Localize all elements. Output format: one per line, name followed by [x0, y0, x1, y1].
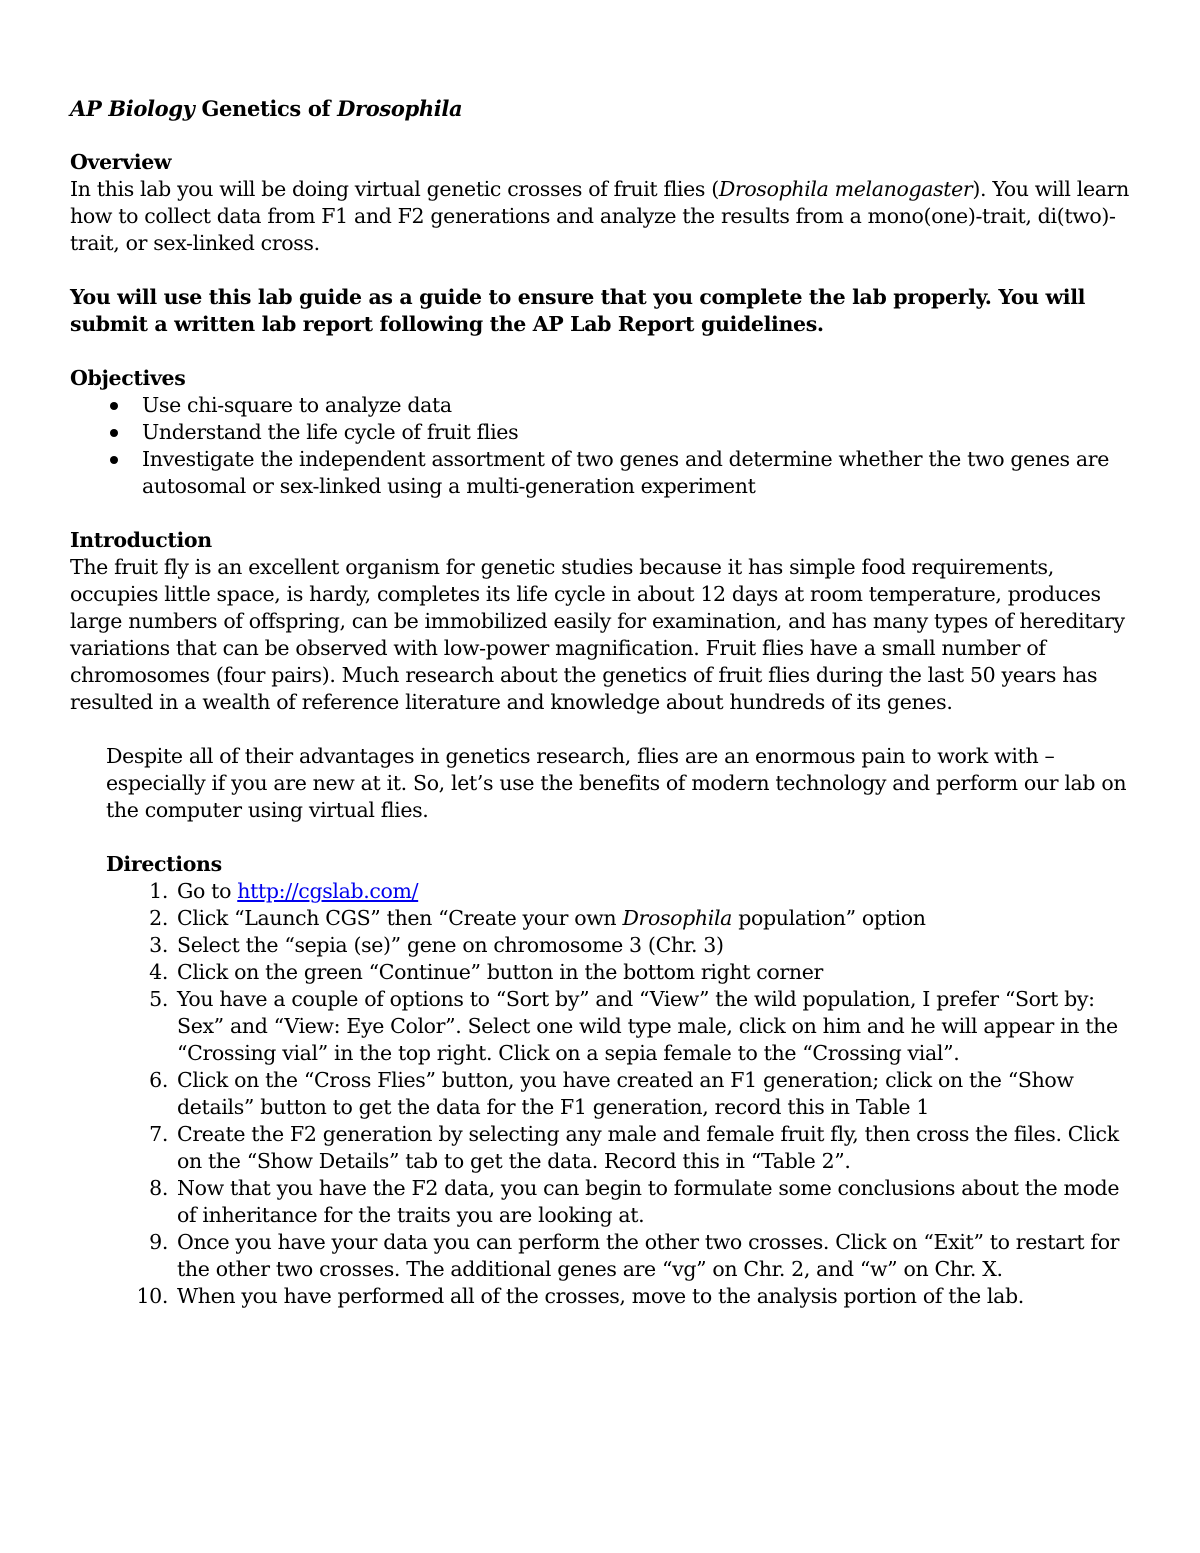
- overview-text: [70, 176, 1130, 257]
- step-genus: Drosophila: [622, 906, 733, 930]
- direction-step: [70, 932, 1130, 959]
- objective-text: Investigate the independent assortment of two genes and determine whether the two genes are autosomal or sex-linked using a multi-generation experiment: [142, 447, 1109, 498]
- step-number: 2.: [149, 906, 168, 930]
- step-text: Click “Launch CGS” then “Create your own: [177, 906, 623, 930]
- overview-text-2: ). You will learn how to collect data from F1 and F2 generations and analyze the results from a mono(one)-trait, di(two)-trait, or sex-linked cross.: [70, 177, 1129, 255]
- direction-step: [70, 1067, 1130, 1121]
- objective-item: [70, 446, 1130, 500]
- step-text: Click on the green “Continue” button in the bottom right corner: [177, 960, 823, 984]
- introduction-paragraph-1: The fruit fly is an excellent organism for genetic studies because it has simple food requirements, occupies little space, is hardy, completes its life cycle in about 12 days at room temperature, produces large numbers of offspring, can be immobilized easily for examination, and has many types of hereditary variations that can be observed with low-power magnification. Fruit flies have a small number of chromosomes (four pairs). Much research about the genetics of fruit flies during the last 50 years has resulted in a wealth of reference literature and knowledge about hundreds of its genes.: [70, 555, 1125, 714]
- direction-step: [70, 905, 1130, 932]
- directions-heading: Directions: [106, 852, 222, 876]
- direction-step: [70, 1175, 1130, 1229]
- step-text: Click on the “Cross Flies” button, you have created an F1 generation; click on the “Show details” button to get the data for the F1 generation, record this in Table 1: [177, 1068, 1074, 1119]
- objectives-section: [70, 365, 1130, 500]
- objective-item: [70, 392, 1130, 419]
- step-number: 8.: [149, 1176, 168, 1200]
- title-middle: Genetics of: [194, 96, 338, 121]
- direction-step: [70, 1121, 1130, 1175]
- document-title: [70, 95, 1130, 122]
- introduction-heading: Introduction: [70, 528, 212, 552]
- step-number: 3.: [149, 933, 168, 957]
- lab-report-notice: You will use this lab guide as a guide to ensure that you complete the lab properly. You will submit a written lab report following the AP Lab Report guidelines.: [70, 285, 1086, 336]
- step-number: 7.: [149, 1122, 168, 1146]
- title-genus: Drosophila: [337, 96, 463, 121]
- objective-text: Use chi-square to analyze data: [142, 393, 452, 417]
- bullet-icon: [110, 402, 118, 410]
- step-text: Go to: [177, 879, 238, 903]
- objective-item: [70, 419, 1130, 446]
- direction-step: [70, 878, 1130, 905]
- step-number: 4.: [149, 960, 168, 984]
- step-text: When you have performed all of the crosses, move to the analysis portion of the lab.: [177, 1284, 1024, 1308]
- bullet-icon: [110, 429, 118, 437]
- objectives-list: [70, 392, 1130, 500]
- objective-text: Understand the life cycle of fruit flies: [142, 420, 519, 444]
- step-text: Create the F2 generation by selecting any male and female fruit fly, then cross the files. Click on the “Show Details” tab to get the data. Record this in “Table 2”.: [177, 1122, 1119, 1173]
- step-text: Select the “sepia (se)” gene on chromosome 3 (Chr. 3): [177, 933, 724, 957]
- directions-section: [70, 851, 1130, 1310]
- introduction-continued: [70, 743, 1130, 824]
- step-number: 9.: [149, 1230, 168, 1254]
- step-text: Now that you have the F2 data, you can begin to formulate some conclusions about the mode of inheritance for the traits you are looking at.: [177, 1176, 1120, 1227]
- objectives-heading: Objectives: [70, 366, 186, 390]
- step-number: 6.: [149, 1068, 168, 1092]
- step-text: population” option: [732, 906, 926, 930]
- bullet-icon: [110, 456, 118, 464]
- direction-step: [70, 1229, 1130, 1283]
- introduction-section: [70, 527, 1130, 716]
- directions-list: [70, 878, 1130, 1310]
- direction-step: [70, 1283, 1130, 1310]
- cgslab-link[interactable]: http://cgslab.com/: [237, 879, 419, 903]
- overview-text-1: In this lab you will be doing virtual genetic crosses of fruit flies (: [70, 177, 719, 201]
- overview-species: Drosophila melanogaster: [718, 177, 973, 201]
- step-number: 10.: [136, 1284, 168, 1308]
- step-text: Once you have your data you can perform the other two crosses. Click on “Exit” to restart for the other two crosses. The additional genes are “vg” on Chr. 2, and “w” on Chr. X.: [177, 1230, 1120, 1281]
- step-number: 5.: [149, 987, 168, 1011]
- direction-step: [70, 986, 1130, 1067]
- step-text: You have a couple of options to “Sort by” and “View” the wild population, I prefer “Sort by: Sex” and “View: Eye Color”. Select one wild type male, click on him and he will appear in the “Crossing vial” in the top right. Click on a sepia female to the “Crossing vial”.: [177, 987, 1118, 1065]
- overview-heading: Overview: [70, 150, 172, 174]
- title-course: AP Biology: [70, 96, 195, 121]
- step-number: 1.: [149, 879, 168, 903]
- direction-step: [70, 959, 1130, 986]
- introduction-paragraph-2: Despite all of their advantages in genetics research, flies are an enormous pain to work with – especially if you are new at it. So, let’s use the benefits of modern technology and perform our lab on the computer using virtual flies.: [106, 744, 1127, 822]
